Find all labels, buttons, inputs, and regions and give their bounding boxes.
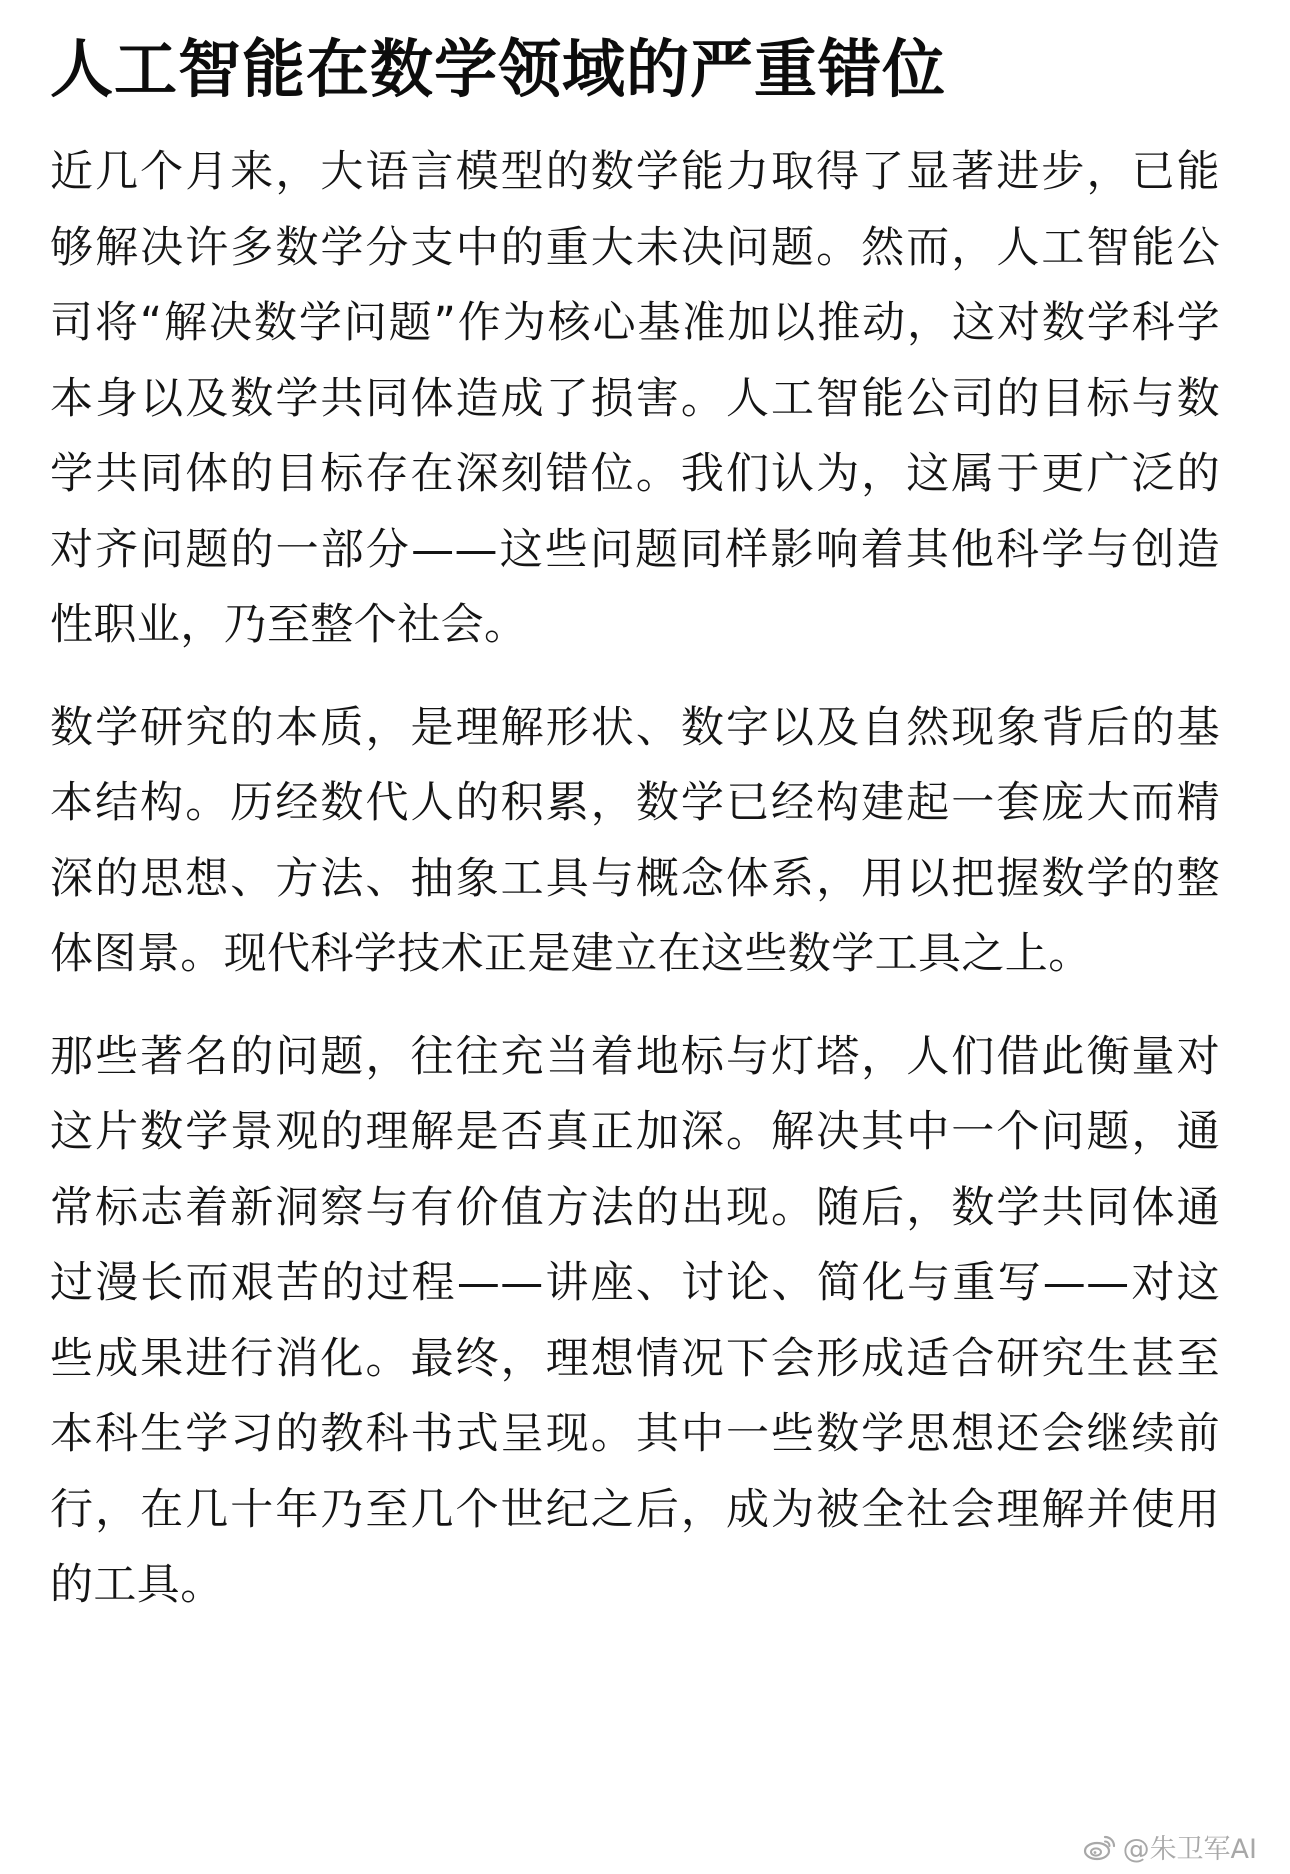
paragraph-2: 数学研究的本质，是理解形状、数字以及自然现象背后的基本结构。历经数代人的积累，数学已经构建起一套庞大而精深的思想、方法、抽象工具与概念体系，用以把握数学的整体图景。现代科学技术正是建立在这些数学工具之上。 — [50, 702, 1220, 979]
article — [50, 22, 1220, 1624]
watermark-text: @朱卫军AI — [1122, 1834, 1257, 1865]
article-title: 人工智能在数学领域的严重错位 — [50, 33, 946, 106]
weibo-icon — [1083, 1833, 1117, 1861]
weibo-watermark — [1083, 1827, 1257, 1866]
paragraph-1: 近几个月来，大语言模型的数学能力取得了显著进步，已能够解决许多数学分支中的重大未决问题。然而，人工智能公司将“解决数学问题”作为核心基准加以推动，这对数学科学本身以及数学共同体造成了损害。人工智能公司的目标与数学共同体的目标存在深刻错位。我们认为，这属于更广泛的对齐问题的一部分——这些问题同样影响着其他科学与创造性职业，乃至整个社会。 — [50, 147, 1220, 650]
paragraph-3: 那些著名的问题，往往充当着地标与灯塔，人们借此衡量对这片数学景观的理解是否真正加深。解决其中一个问题，通常标志着新洞察与有价值方法的出现。随后，数学共同体通过漫长而艰苦的过程——讲座、讨论、简化与重写——对这些成果进行消化。最终，理想情况下会形成适合研究生甚至本科生学习的教科书式呈现。其中一些数学思想还会继续前行，在几十年乃至几个世纪之后，成为被全社会理解并使用的工具。 — [50, 1031, 1220, 1610]
